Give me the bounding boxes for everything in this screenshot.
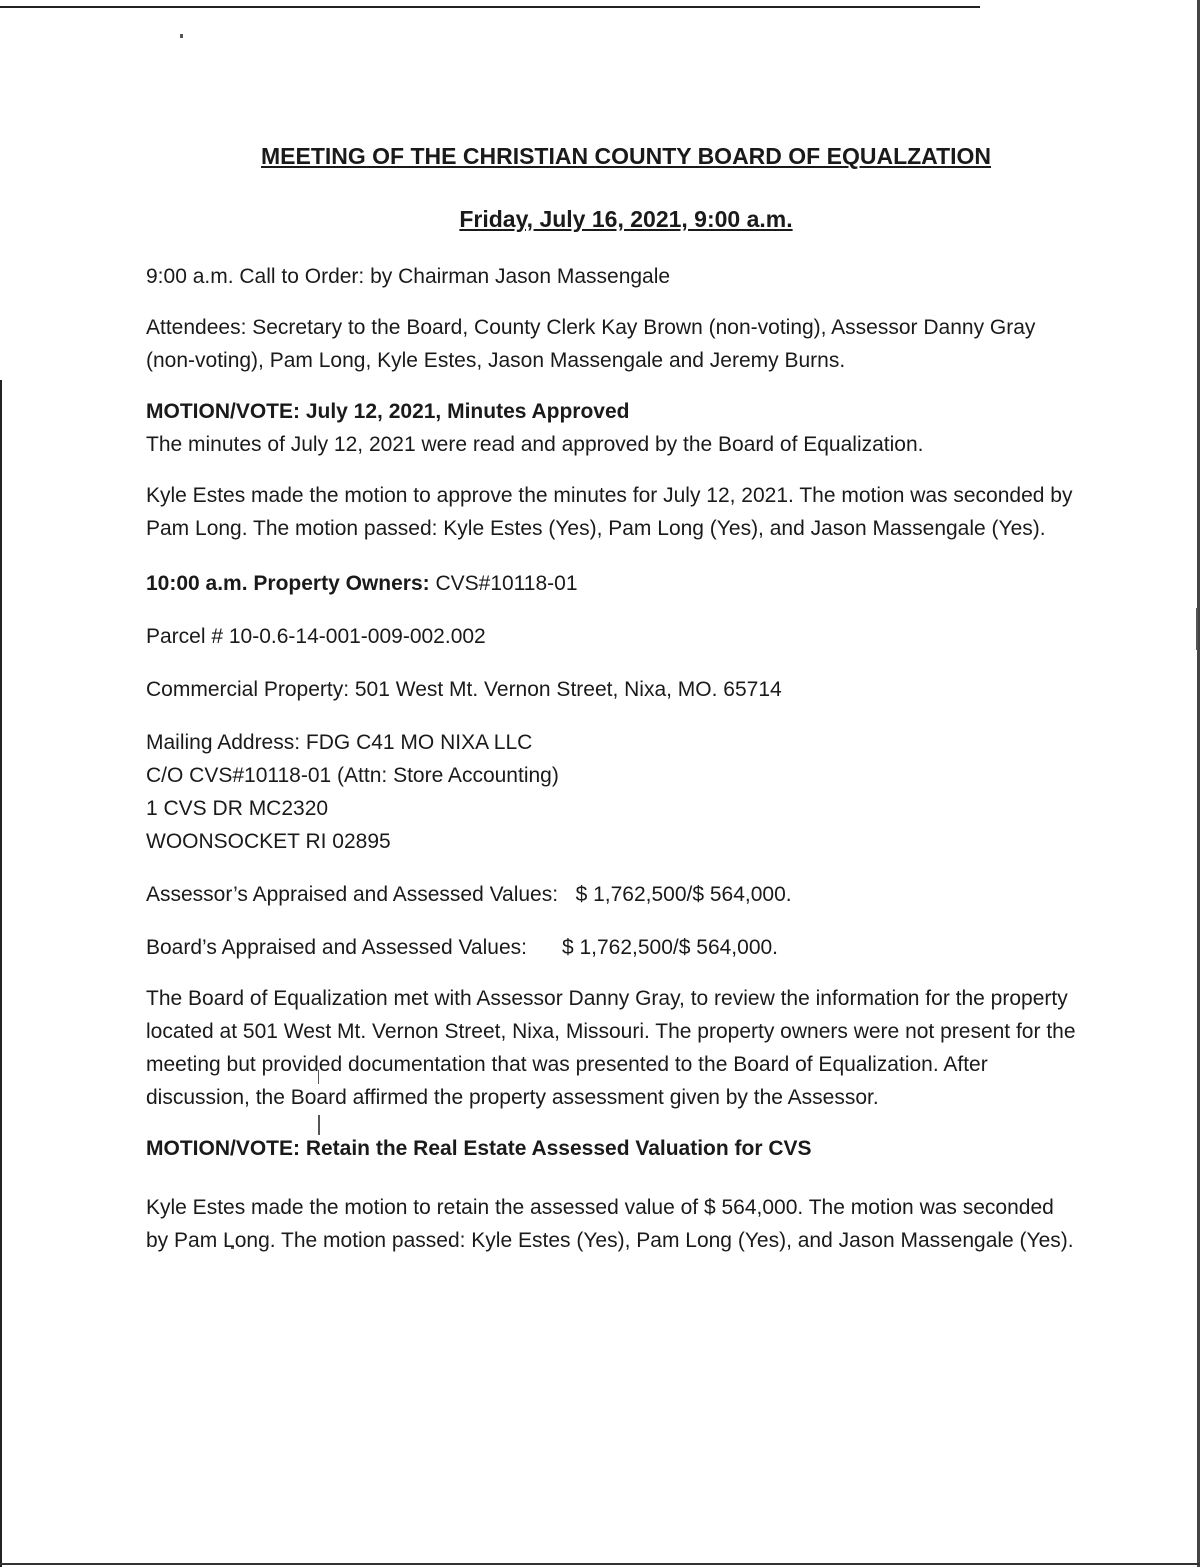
- call-to-order: 9:00 a.m. Call to Order: by Chairman Jason Massengale: [146, 265, 671, 288]
- meeting-date: Friday, July 16, 2021, 9:00 a.m.: [459, 206, 793, 232]
- commercial-property: Commercial Property: 501 West Mt. Vernon Street, Nixa, MO. 65714: [146, 678, 782, 701]
- scan-border-left: [0, 380, 2, 1567]
- mailing-line: C/O CVS#10118-01 (Attn: Store Accounting): [146, 764, 559, 787]
- property-owner-name: CVS#10118-01: [429, 572, 578, 595]
- motion-retain-heading: MOTION/VOTE: Retain the Real Estate Assessed Valuation for CVS: [146, 1137, 812, 1160]
- attendees: Attendees: Secretary to the Board, County Clerk Kay Brown (non-voting), Assessor Danny Gray (non-voting), Pam Long, Kyle Estes, Jason Massengale and Jeremy Burns.: [146, 316, 1036, 372]
- scan-speck: [1196, 608, 1198, 650]
- assessor-values: Assessor’s Appraised and Assessed Values: $ 1,762,500/$ 564,000.: [146, 883, 792, 906]
- motion-minutes-text: The minutes of July 12, 2021 were read and approved by the Board of Equalization.: [146, 433, 924, 456]
- mailing-line: WOONSOCKET RI 02895: [146, 830, 391, 853]
- parcel-number: Parcel # 10-0.6-14-001-009-002.002: [146, 625, 486, 648]
- board-values: Board’s Appraised and Assessed Values: $ 1,762,500/$ 564,000.: [146, 936, 779, 959]
- motion-minutes-vote: Kyle Estes made the motion to approve the minutes for July 12, 2021. The motion was seconded by Pam Long. The motion passed: Kyle Estes (Yes), Pam Long (Yes), and Jason Massengale (Yes).: [146, 484, 1073, 540]
- motion-minutes-heading: MOTION/VOTE: July 12, 2021, Minutes Approved: [146, 400, 630, 423]
- scan-border-top: [0, 6, 980, 8]
- mailing-address: [146, 726, 1076, 858]
- mailing-line: Mailing Address: FDG C41 MO NIXA LLC: [146, 731, 533, 754]
- mailing-line: 1 CVS DR MC2320: [146, 797, 329, 820]
- review-text: The Board of Equalization met with Assessor Danny Gray, to review the information for the property located at 501 West Mt. Vernon Street, Nixa, Missouri. The property owners were not present for the meeting but provided documentation that was presented to the Board of Equalization. After discussion, the Board affirmed the property assessment given by the Assessor.: [146, 987, 1076, 1109]
- property-owners-label: 10:00 a.m. Property Owners:: [146, 572, 430, 595]
- document-title: MEETING OF THE CHRISTIAN COUNTY BOARD OF EQUALZATION: [260, 143, 992, 169]
- motion-retain-vote: Kyle Estes made the motion to retain the assessed value of $ 564,000. The motion was seconded by Pam Long. The motion passed: Kyle Estes (Yes), Pam Long (Yes), and Jason Massengale (Yes).: [146, 1196, 1074, 1252]
- meeting-minutes-document: [146, 140, 1076, 1257]
- scan-speck: [180, 34, 183, 38]
- property-owners-line: [146, 567, 1076, 600]
- scan-border-bottom: [0, 1563, 1200, 1565]
